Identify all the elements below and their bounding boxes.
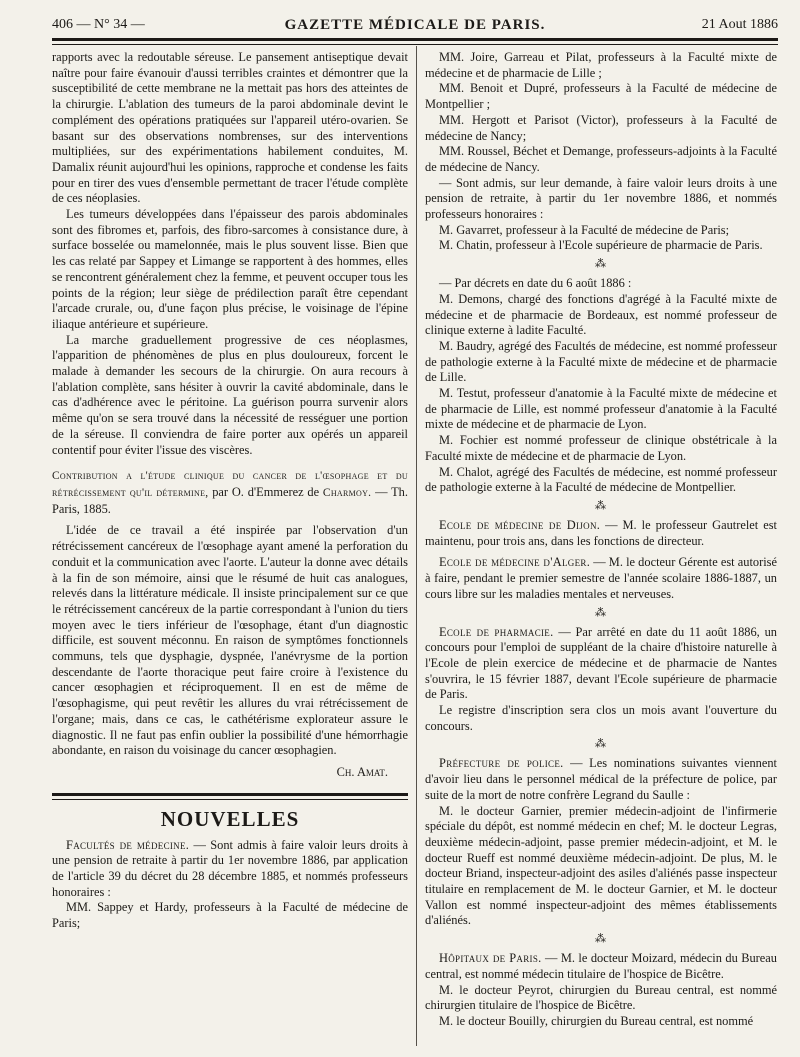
section-rule-thin [52, 799, 408, 800]
hopitaux-paragraph [425, 951, 777, 982]
article-paragraph: La marche graduellement progressive de ces néoplasmes, l'apparition de phénomènes de plus en plus douloureux, forcent le malade à demander les secours de la chirurgie. On aura recours à l'ablation complète, sans hésiter à ouvrir la cavité abdominale, dans le cas d'adhérence avec le péritoine. La guérison pourra survenir alors même qu'on se sera trouvé dans la nécessité de rességuer une portion de la séreuse. Il conviendra de faire porter aux opérés un appareil contentif pour éviter l'issue des viscères. [52, 332, 408, 457]
hopitaux-item: M. le docteur Peyrot, chirurgien du Bureau central, est nommé chirurgien titulaire de l'hospice de Bicêtre. [425, 982, 777, 1013]
police-paragraph [425, 756, 777, 803]
hopitaux-item: M. le docteur Bouilly, chirurgien du Bureau central, est nommé [439, 1013, 754, 1028]
faculty-item: MM. Hergott et Parisot (Victor), professeurs à la Faculté de médecine de Nancy; [425, 112, 777, 143]
issue-date: 21 Aout 1886 [701, 17, 778, 32]
police-paragraph-2: M. le docteur Garnier, premier médecin-adjoint de l'infirmerie spéciale du dépôt, est nommé médecin en chef; M. le docteur Legras, deuxième médecin-adjoint, passe premier médecin-adjoint, et M. le docteur Rueff est nommé deuxième médecin-adjoint. De plus, M. le docteur Briand, inspecteur-adjoint des asiles d'aliénés passe inspecteur titulaire en remplacement de M. le docteur Garnier, et M. le docteur Vallon est nommé inspecteur-adjoint des mêmes établissements d'aliénés. [425, 803, 777, 928]
right-column [425, 50, 777, 1030]
article-paragraph: Les tumeurs développées dans l'épaisseur des parois abdominales sont des fibromes et, parfois, des fibro-sarcomes à consistance dure, à surface bosselée ou mamelonnée, mais le plus souvent lisse. Bien que les cas relaté par Sappey et Limange se rapportent à des hommes, elles se rencontrent généralement chez la femme, et peuvent occuper tous les points de la région; leur siège de prédilection paraît être cependant l'arcade crurale, ou, d'une façon plus précise, le voisinage de l'épine iliaque antérieure et supérieure. [52, 207, 408, 331]
header-rule-thin [52, 44, 778, 45]
dijon-label: Ecole de médecine de Dijon. [439, 517, 601, 532]
page-number: 406 — N° 34 — [52, 17, 145, 32]
pharmacie-paragraph [425, 625, 777, 704]
pharmacie-paragraph-2: Le registre d'inscription sera clos un mois avant l'ouverture du concours. [425, 703, 777, 733]
review-author: Charmoy. [322, 486, 372, 499]
police-label: Préfecture de police. [439, 756, 564, 771]
column-divider [416, 46, 417, 1046]
faculty-item: MM. Roussel, Béchet et Demange, professeurs-adjoints à la Faculté de médecine de Nancy. [425, 144, 777, 174]
header-rule-thick [52, 38, 778, 41]
dijon-text: — M. le professeur Gautrelet est maintenu, pour trois ans, dans les fonctions de directeur. [425, 517, 778, 548]
journal-title: GAZETTE MÉDICALE DE PARIS. [284, 17, 546, 33]
news-label: Facultés de médecine. [66, 837, 190, 852]
news-paragraph [52, 838, 408, 901]
section-separator-stars: ⁂ [595, 606, 607, 619]
section-separator-stars: ⁂ [595, 738, 607, 751]
section-separator-stars: ⁂ [595, 258, 607, 271]
review-author-prefix: par O. d'Emmerez de [212, 484, 320, 499]
left-column [52, 50, 408, 932]
decree-item: M. Demons, chargé des fonctions d'agrégé à la Faculté mixte de médecine et de pharmacie de Bordeaux, est nommé professeur de clinique externe à ladite Faculté. [425, 291, 777, 338]
section-separator-stars: ⁂ [595, 933, 607, 946]
alger-text: — M. le docteur Gérente est autorisé à faire, pendant le premier semestre de l'année scolaire 1886-1887, un cours libre sur les maladies mentales et nerveuses. [425, 555, 777, 601]
decree-item: M. Chalot, agrégé des Facultés de médecine, est nommé professeur de pathologie externe à la Faculté de médecine de Montpellier. [425, 464, 777, 495]
decree-item: M. Fochier est nommé professeur de clinique obstétricale à la Faculté mixte de médecine et de pharmacie de Lyon. [425, 433, 777, 463]
article-paragraph: rapports avec la redoutable séreuse. Le pansement antiseptique devait naître pour faire évanouir d'aussi terribles craintes et démontrer que la susceptibilité de cette membrane ne la mettait pas hors des atteintes de la chirurgie. L'ablation des tumeurs de la paroi abdominale devint le complément des opérations pratiquées sur l'appareil utéro-ovarien. Se basant sur des observations nombrenses, sur des interventions multipliées, sur des expérimentations habilement conduites, M. Damalix réunit aujourd'hui les opinions, rapproche et condense les faits pour en tirer des vues d'ensemble permettant de tracer l'étude complète de ces néoplasies. [52, 50, 408, 206]
news-item: MM. Sappey et Hardy, professeurs à la Faculté de médecine de Paris; [52, 900, 408, 931]
section-heading: NOUVELLES [160, 806, 300, 831]
retire-item: M. Gavarret, professeur à la Faculté de médecine de Paris; [439, 222, 730, 237]
dijon-paragraph [425, 518, 777, 549]
review-source: — Th. Paris, 1885. [52, 484, 408, 516]
review-title: Contribution a l'étude clinique du cancer de l'œsophage et du rétrécissement qu'il détermine, [52, 470, 408, 499]
faculty-item: MM. Joire, Garreau et Pilat, professeurs à la Faculté mixte de médecine et de pharmacie de Lille ; [425, 50, 777, 80]
review-paragraph: L'idée de ce travail a été inspirée par l'observation d'un rétrécissement cancéreux de l'œsophage ayant amené la perforation du conduit et la communication avec l'aorte. L'auteur la donne avec détails à la fin de son mémoire, ainsi que le résumé de huit cas analogues, relevés dans la littérature médicale. Il insiste principalement sur ce que le rétrécissement cancéreux de la partie correspondant à l'union du tiers moyen avec le tiers inférieur de l'œsophage, étant d'un diagnostic difficile, est souvent méconnu. En raison de symptômes fonctionnels communs, tels que dysphagie, dyspnée, l'anévrysme de la portion descendante de l'aorte thoracique peut faire croire à l'existence du cancer œsophagien et réciproquement. Il en est de même de l'œsophagisme, qui peut revêtir les allures du vrai rétrécissement de l'organe; mais, dans ce cas, le cathétérisme explorateur assure le diagnostic. Il ne faut pas enfin oublier la possibilité d'une hémorrhagie abondante, en raison du voisinage du cancer œsophagien. [52, 523, 408, 758]
hopitaux-text: — M. le docteur Moizard, médecin du Bureau central, est nommé médecin titulaire de l'hospice de Bicêtre. [425, 951, 778, 981]
hopitaux-label: Hôpitaux de Paris. [439, 951, 542, 966]
article-signature: Ch. Amat. [336, 764, 388, 779]
decree-item: M. Testut, professeur d'anatomie à la Faculté mixte de médecine et de pharmacie de Lille, est nommé professeur d'anatomie à la Faculté mixte de médecine et de pharmacie de Lyon. [425, 386, 777, 432]
retire-text: — Sont admis, sur leur demande, à faire valoir leurs droits à une pension de retraite, à partir du 1er novembre 1886, et nommés professeurs honoraires : [425, 175, 777, 222]
review-citation [52, 468, 408, 517]
news-text: — Sont admis à faire valoir leurs droits à une pension de retraite à partir du 1er novembre 1886, par application de l'article 39 du décret du 28 décembre 1885, et nommés professeurs honoraires : [52, 837, 408, 899]
decree-intro: — Par décrets en date du 6 août 1886 : [439, 276, 632, 291]
police-text: — Les nominations suivantes viennent d'avoir lieu dans le personnel médical de la préfecture de police, par suite de la mort de notre confrère Legrand du Saulle : [425, 756, 777, 802]
pharmacie-text: — Par arrêté en date du 11 août 1886, un concours pour l'emploi de suppléant de la chaire d'histoire naturelle à l'Ecole de plein exercice de médecine et de pharmacie de Nantes s'ouvrira, le 15 février 1887, devant l'Ecole supérieure de pharmacie de Paris. [425, 624, 777, 702]
retire-item: M. Chatin, professeur à l'Ecole supérieure de pharmacie de Paris. [439, 238, 763, 253]
section-rule-thick [52, 793, 408, 796]
decree-item: M. Baudry, agrégé des Facultés de médecine, est nommé professeur de pathologie externe à la Faculté mixte de médecine et de pharmacie de Lille. [425, 338, 777, 385]
section-separator-stars: ⁂ [595, 499, 607, 512]
alger-label: Ecole de médecine d'Alger. [439, 555, 591, 570]
pharmacie-label: Ecole de pharmacie. [439, 624, 554, 639]
page-header [52, 14, 778, 36]
alger-paragraph [425, 555, 777, 602]
faculty-item: MM. Benoit et Dupré, professeurs à la Faculté de médecine de Montpellier ; [425, 81, 777, 112]
